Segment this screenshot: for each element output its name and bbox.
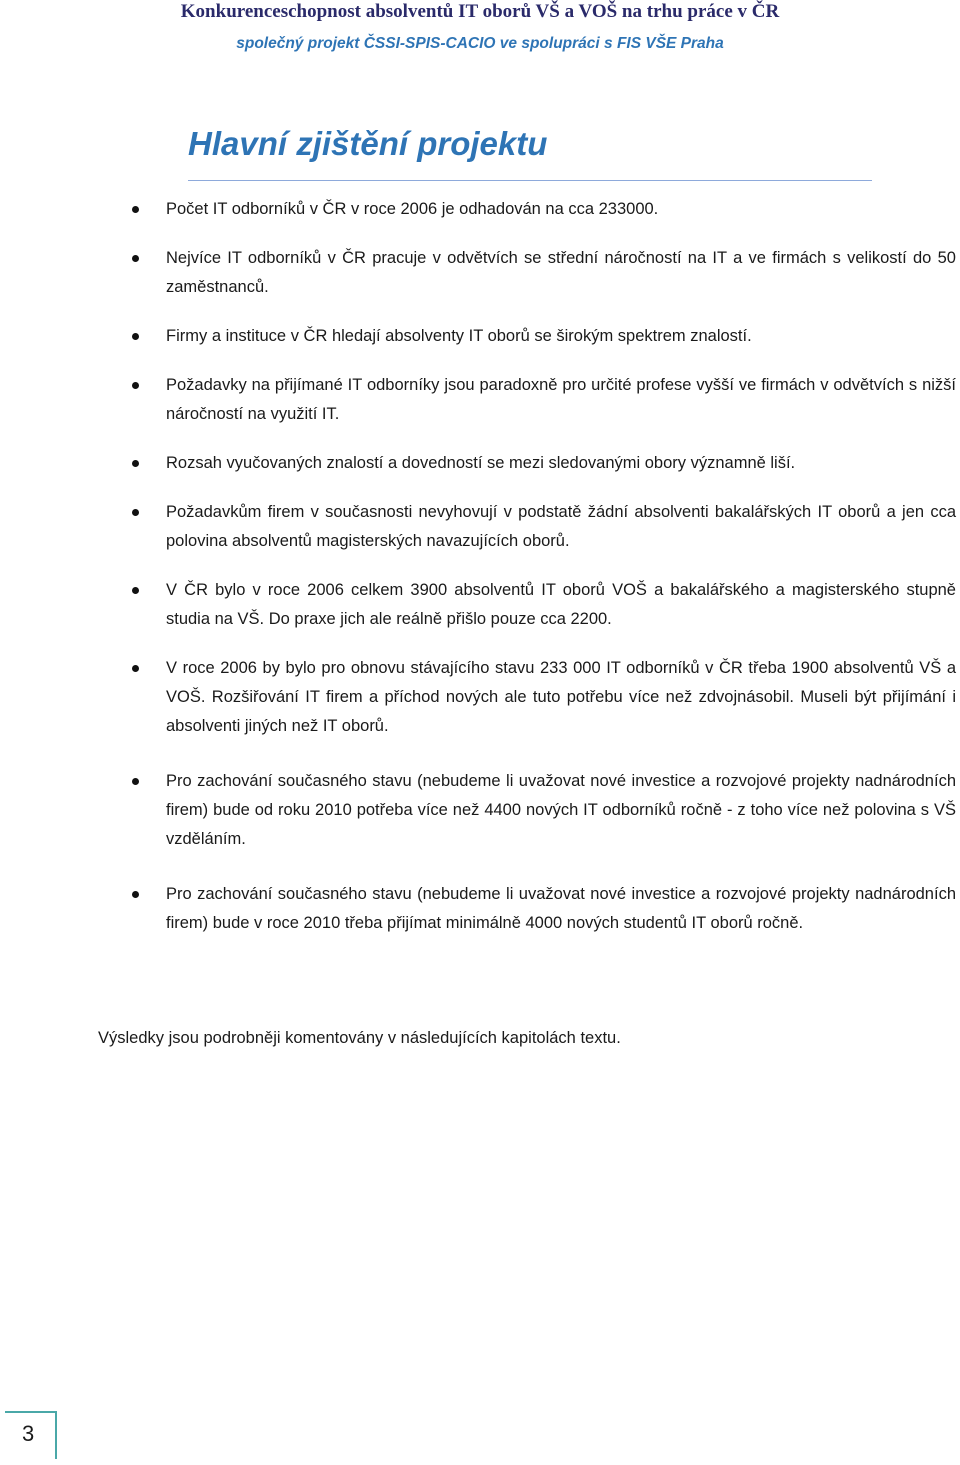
list-item	[0, 767, 960, 854]
list-item	[0, 371, 960, 429]
list-item-text: Firmy a instituce v ČR hledají absolventy IT oborů se širokým spektrem znalostí.	[166, 327, 752, 345]
bullet-icon	[132, 587, 139, 594]
findings-list	[0, 195, 960, 958]
list-item	[0, 244, 960, 302]
list-item	[0, 195, 960, 224]
list-item	[0, 498, 960, 556]
page-number: 3	[22, 1421, 35, 1446]
bullet-icon	[132, 891, 139, 898]
list-item	[0, 449, 960, 478]
list-item-text: V ČR bylo v roce 2006 celkem 3900 absolventů IT oborů VOŠ a bakalářského a magisterského stupně studia na VŠ. Do praxe jich ale reálně přišlo pouze cca 2200.	[166, 581, 956, 628]
closing-paragraph: Výsledky jsou podrobněji komentovány v následujících kapitolách textu.	[98, 1029, 621, 1047]
heading-underline	[188, 180, 872, 181]
list-item-text: Požadavky na přijímané IT odborníky jsou paradoxně pro určité profese vyšší ve firmách v odvětvích s nižší náročností na využití IT.	[166, 376, 956, 423]
list-item	[0, 576, 960, 634]
bullet-icon	[132, 333, 139, 340]
document-header-subtitle: společný projekt ČSSI-SPIS-CACIO ve spolupráci s FIS VŠE Praha	[236, 35, 724, 52]
document-header-title: Konkurenceschopnost absolventů IT oborů VŠ a VOŠ na trhu práce v ČR	[180, 1, 780, 22]
bullet-icon	[132, 509, 139, 516]
section-heading: Hlavní zjištění projektu	[188, 125, 548, 162]
bullet-icon	[132, 382, 139, 389]
bullet-icon	[132, 460, 139, 467]
list-item	[0, 322, 960, 351]
list-item-text: Počet IT odborníků v ČR v roce 2006 je odhadován na cca 233000.	[166, 200, 659, 218]
bullet-icon	[132, 778, 139, 785]
bullet-icon	[132, 206, 139, 213]
list-item-text: Pro zachování současného stavu (nebudeme li uvažovat nové investice a rozvojové projekty nadnárodních firem) bude v roce 2010 třeba přijímat minimálně 4000 nových studentů IT oborů ročně.	[166, 885, 956, 932]
bullet-icon	[132, 665, 139, 672]
list-item-text: Rozsah vyučovaných znalostí a dovedností se mezi sledovanými obory významně liší.	[166, 454, 796, 472]
list-item-text: Pro zachování současného stavu (nebudeme li uvažovat nové investice a rozvojové projekty nadnárodních firem) bude od roku 2010 potřeba více než 4400 nových IT odborníků ročně - z toho více než polovina s VŠ vzděláním.	[166, 772, 956, 848]
list-item-text: Požadavkům firem v současnosti nevyhovují v podstatě žádní absolventi bakalářských IT oborů a jen cca polovina absolventů magisterských navazujících oborů.	[166, 503, 956, 550]
list-item-text: V roce 2006 by bylo pro obnovu stávajícího stavu 233 000 IT odborníků v ČR třeba 1900 absolventů VŠ a VOŠ. Rozšiřování IT firem a příchod nových ale tuto potřebu více než zdvojnásobil. Museli být přijímání i absolventi jiných než IT oborů.	[166, 659, 956, 735]
list-item-text: Nejvíce IT odborníků v ČR pracuje v odvětvích se střední náročností na IT a ve firmách s velikostí do 50 zaměstnanců.	[166, 249, 956, 296]
list-item	[0, 880, 960, 938]
bullet-icon	[132, 255, 139, 262]
list-item	[0, 654, 960, 741]
